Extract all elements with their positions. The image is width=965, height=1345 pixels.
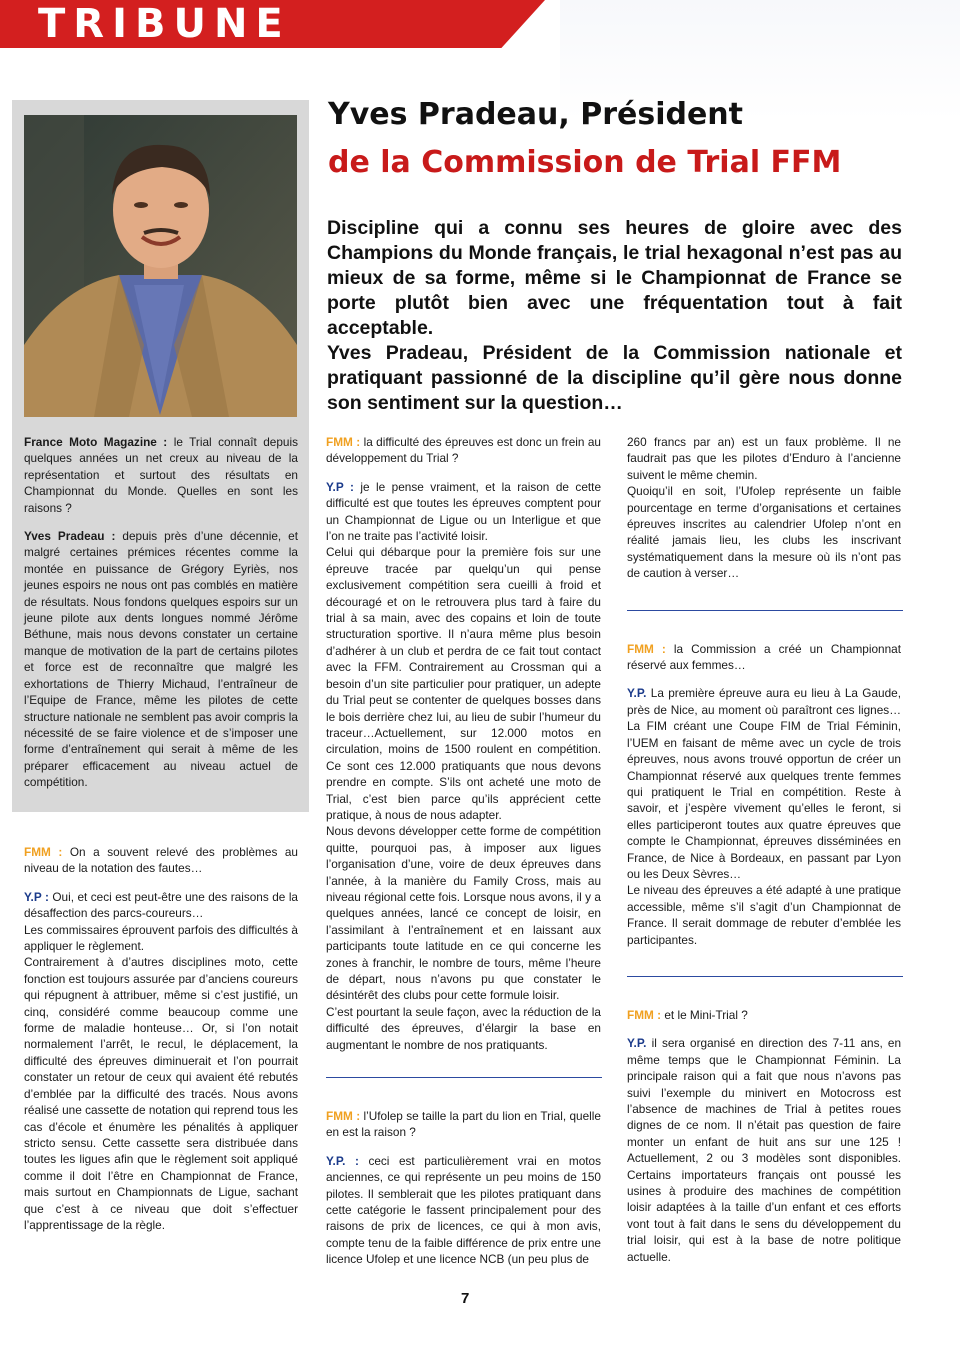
col3-paragraph-3: Le niveau des épreuves a été adapté à une pratique accessible, même s’il s’agit d’un Championnat de France. Il serait dommage de rebuter d’emblée les participantes.	[627, 883, 901, 947]
col1-question-text: On a souvent relevé des problèmes au niveau de la notation des fautes…	[24, 845, 298, 876]
col3-a1-label: Y.P.	[627, 686, 647, 701]
col2-a2-text: ceci est particulièrement vrai en motos anciennes, ce qui représente un peu moins de 150 pilotes. Il semblerait que les pilotes pratiquant dans cette catégorie le fassent principalement pour des raisons de prix de licences, ce qui à mon avis, compte tenu de la faible différence de prix entre une licence Ufolep et une licence NCB (un peu plus de	[326, 1153, 601, 1267]
col1-paragraph-2: Les commissaires éprouvent parfois des difficultés à appliquer le règlement.	[24, 922, 298, 954]
col3-a2-label: Y.P.	[627, 1036, 647, 1051]
section-title: TRIBUNE	[38, 1, 291, 47]
col2-paragraph-3: Nous devons développer cette forme de compétition quitte, pourquoi pas, à imposer aux ligues l’organisation d’une, voire de deux épreuves dans l’année, à la manière du Family Cross, mais au niveau régional cette fois. Lorsque nous avons, il y a quelques années, lancé ce concept de loisir, en l’assimilant à l’entraînement et en laissant aux participants toute latitude en ce qui concerne les zones à franchir, le nombre de tours, même l’heure de départ, nous n’avons pu que constater le désintérêt des clubs pour cette formule loisir.	[326, 824, 601, 1003]
box-answer-label: Yves Pradeau :	[24, 529, 116, 544]
col2-a1-label: Y.P :	[326, 479, 354, 494]
box-question-label: France Moto Magazine :	[24, 435, 168, 449]
col2-q1-text: la difficulté des épreuves est donc un frein au développement du Trial ?	[326, 435, 601, 466]
col3-q1-label: FMM :	[627, 641, 666, 656]
col3-answer-1	[627, 685, 901, 882]
portrait-photo	[24, 115, 297, 417]
col2-question-1	[326, 434, 601, 467]
col2-a2-label: Y.P. :	[326, 1153, 359, 1168]
col2-answer-2	[326, 1153, 601, 1268]
article-title-line1: Yves Pradeau, Président	[328, 97, 744, 132]
box-answer	[24, 528, 298, 791]
sidebar-interview-text	[24, 434, 298, 791]
box-question-text: le Trial connaît depuis quelques années un net creux au niveau de la représentation et surtout des résultats en Championnat du Monde. Quelles en sont les raisons ?	[24, 435, 298, 515]
col1-question-label: FMM :	[24, 845, 63, 859]
col3-question-1	[627, 641, 901, 674]
intro-paragraph-1: Discipline qui a connu ses heures de gloire avec des Champions du Monde français, le trial hexagonal n’est pas au mieux de sa forme, même si le Championnat de France se porte plutôt bien avec une fréquentation tout à fait acceptable.	[327, 217, 902, 339]
col3-q2-label: FMM :	[627, 1007, 662, 1022]
col3-q2-text: et le Mini-Trial ?	[661, 1007, 748, 1022]
col3-paragraph-2: Quoiqu’il en soit, l’Ufolep représente un faible pourcentage en terme d’organisations et certaines épreuves inscrites au calendrier Ufolep n’ont en réalité jamais lieu, les clubs les inscrivant systématiquement dans la mesure où ils n’ont pas de caution à verser…	[627, 484, 901, 581]
box-answer-text: depuis près d’une décennie, et malgré certaines prémices récentes comme la montée en puissance de Grégory Eyriès, nos jeunes espoirs ne nous ont pas comblés en matière de résultats. Nous fondons quelques espoirs sur un jeune pilote aux dents longues nommé Jérôme Béthune, mais nous devons constater un certaine manque de motivation de la part de certains pilotes et force est de reconnaître que malgré les exhortations de Thierry Michaud, l’entraîneur de l’Equipe de France, même les pilotes de cette structure nationale ne semblent pas avoir compris la nécessité de se faire violence et de s’imposer une forme d’entraînement qui serait à même de les préparer efficacement au niveau actuel de compétition.	[24, 529, 299, 790]
col3-a1-text: La première épreuve aura eu lieu à La Gaude, près de Nice, au moment où paraîtront ces lignes… La FIM créant une Coupe FIM de Trial Féminin, l’UEM en faisant de même avec un cycle de trois épreuves, nous avons trouvé opportun de créer un Championnat réservé aux quelques trente femmes qui pratiquent le Trial en compétition. Reste à savoir, et j’espère vivement qu’elles le feront, si elles participeront toutes aux quatre épreuves que compte le Championnat, épreuves disséminées en France, de Nice à Bordeaux, en passant par Lyon ou les Deux Sèvres…	[627, 686, 901, 881]
col2-paragraph-4: C’est pourtant la seule façon, avec la réduction de la difficulté des épreuves, d’élargir la base en augmentant le nombre de nos pratiquants.	[326, 1004, 601, 1052]
portrait-illustration	[24, 115, 297, 417]
col1-answer	[24, 889, 298, 922]
col3-question-2	[627, 1007, 901, 1023]
column-1	[24, 844, 298, 1233]
col1-answer-label: Y.P :	[24, 889, 49, 904]
col3-paragraph-1: 260 francs par an) est un faux problème. Il ne faudrait pas que les pilotes d’Enduro à l’ancienne suivent le même chemin.	[627, 435, 901, 482]
article-title-line2: de la Commission de Trial FFM	[328, 145, 842, 180]
col3-a2-text: il sera organisé en direction des 7-11 ans, en même temps que le Championnat Féminin. La principale raison qui a fait que nous n’avons pas suivi l’exemple du minivert en Motocross est l’absence de machines de Trial à petites roues dignes de ce nom. Il n’était pas question de faire monter un enfant de huit ans sur une 125 ! Actuellement, 2 ou 3 modèles sont disponibles. Certains importateurs français ont poussé les usines à produire des machines de compétition loisir adaptées à la taille d’un enfant et ces efforts vont tout à fait dans le sens du développement du trial loisir, qui est à la base de notre politique actuelle.	[627, 1036, 901, 1264]
col3-answer-2	[627, 1035, 901, 1265]
col2-q2-label: FMM :	[326, 1109, 361, 1124]
col2-q2-text: l’Ufolep se taille la part du lion en Trial, quelle en est la raison ?	[326, 1109, 601, 1140]
intro-paragraph-2: Yves Pradeau, Président de la Commission nationale et pratiquant passionné de la discipline qu’il gère nous donne son sentiment sur la question…	[327, 342, 902, 414]
col3-q1-text: la Commission a créé un Championnat réservé aux femmes…	[627, 641, 901, 673]
column-2	[326, 434, 601, 1268]
col1-question	[24, 844, 298, 877]
article-intro	[327, 216, 902, 416]
col2-q1-label: FMM :	[326, 435, 361, 449]
col2-question-2	[326, 1108, 601, 1141]
col2-answer-1	[326, 479, 601, 545]
col1-answer-text: Oui, et ceci est peut-être une des raisons de la désaffection des parcs-coureurs…	[24, 889, 298, 921]
page-number: 7	[461, 1290, 470, 1307]
column-3	[627, 434, 901, 1265]
col2-paragraph-2: Celui qui débarque pour la première fois sur une épreuve tracée par quelqu’un qui pense exclusivement compétition sera cueilli à froid et découragé et on le retrouvera plus tard à faire du trial à sa main, avec des copains et loin de toute structuration sportive. Il n’aura même plus besoin d’adhérer à un club et perdra de ce fait tout contact avec la FFM. Contrairement au Crossman qui a besoin d’un site particulier pour pratiquer, un adepte du Trial peut se contenter de quelques bosses dans le bois derrière chez lui, au lieu de subir l’humeur du traceur…Actuellement, sur 12.000 motos en circulation, moins de 1500 roulent en compétition. Ce sont ces 12.000 pratiquants que nous devons prendre en compte. S’ils ont acheté une moto de Trial, c’est bien parce qu’ils apprécient cette pratique, à nous de nous adapter.	[326, 545, 601, 822]
col1-paragraph-3: Contrairement à d’autres disciplines moto, cette fonction est toujours assurée par d’anciens coureurs qui répugnent à attribuer, même si c’est justifié, un cinq, considéré comme beaucoup comme une forme de maladie honteuse… Or, si l’on notait normalement l’arrêt, le recul, le déplacement, la difficulté des épreuves diminuerait et l’on pourrait constater un retour de ceux qui avaient été rebutés d’emblée par la difficulté des tracés. Nous avons réalisé une cassette de notation qui reprend tous les cas d’école et énumère les pénalités à appliquer stricto sensu. Cette cassette sera distribuée dans toutes les ligues afin que le règlement soit appliqué comme il doit l’être en Championnat de France, mais surtout en Championnats de Ligue, sachant que c’est à ce niveau que doit s’effectuer l’apprentissage de la règle.	[24, 955, 298, 1232]
col2-a1-text: je le pense vraiment, et la raison de cette difficulté est que toutes les épreuves comptent pour un Championnat de Ligue ou un Interligue et que l’on ne traite pas l’activité loisir.	[326, 479, 601, 544]
box-question	[24, 434, 298, 516]
